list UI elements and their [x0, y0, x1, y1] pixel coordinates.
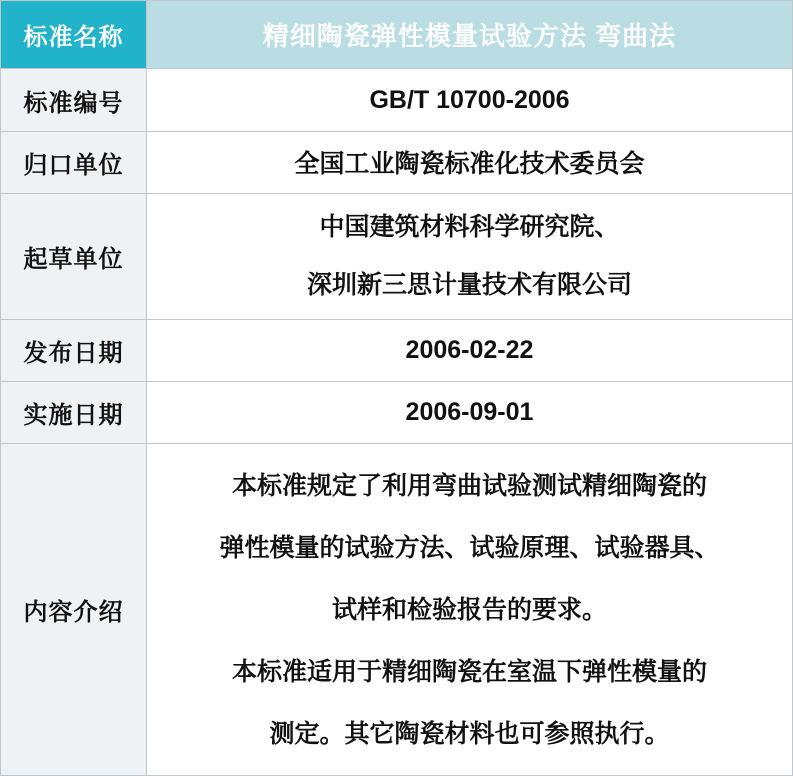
drafting-unit-line-1: 中国建筑材料科学研究院、 — [319, 213, 620, 242]
table-row — [1, 69, 793, 131]
table-row — [1, 381, 793, 443]
table-row — [1, 131, 793, 193]
row-label-administering-unit: 归口单位 — [1, 131, 147, 193]
content-line-2: 弹性模量的试验方法、试验原理、试验器具、 — [219, 533, 720, 562]
content-line-4: 本标准适用于精细陶瓷在室温下弹性模量的 — [231, 657, 707, 686]
table-row — [1, 319, 793, 381]
table-row — [1, 1, 793, 69]
table-row — [1, 193, 793, 319]
content-line-1: 本标准规定了利用弯曲试验测试精细陶瓷的 — [231, 471, 707, 500]
row-value-drafting-unit — [147, 193, 793, 319]
table-row — [1, 444, 793, 776]
row-label-standard-number: 标准编号 — [1, 69, 147, 131]
row-value-administering-unit: 全国工业陶瓷标准化技术委员会 — [147, 131, 793, 193]
content-line-3: 试样和检验报告的要求。 — [331, 595, 607, 624]
row-value-implementation-date: 2006-09-01 — [147, 381, 793, 443]
row-value-standard-number: GB/T 10700-2006 — [147, 69, 793, 131]
row-label-release-date: 发布日期 — [1, 319, 147, 381]
drafting-unit-line-2: 深圳新三思计量技术有限公司 — [306, 271, 632, 300]
row-label-implementation-date: 实施日期 — [1, 381, 147, 443]
row-value-standard-name: 精细陶瓷弹性模量试验方法 弯曲法 — [147, 1, 793, 69]
row-value-content-intro — [147, 444, 793, 776]
content-line-5: 测定。其它陶瓷材料也可参照执行。 — [269, 719, 670, 748]
row-label-content-intro: 内容介绍 — [1, 444, 147, 776]
row-label-drafting-unit: 起草单位 — [1, 193, 147, 319]
row-value-release-date: 2006-02-22 — [147, 319, 793, 381]
row-label-standard-name: 标准名称 — [1, 1, 147, 69]
